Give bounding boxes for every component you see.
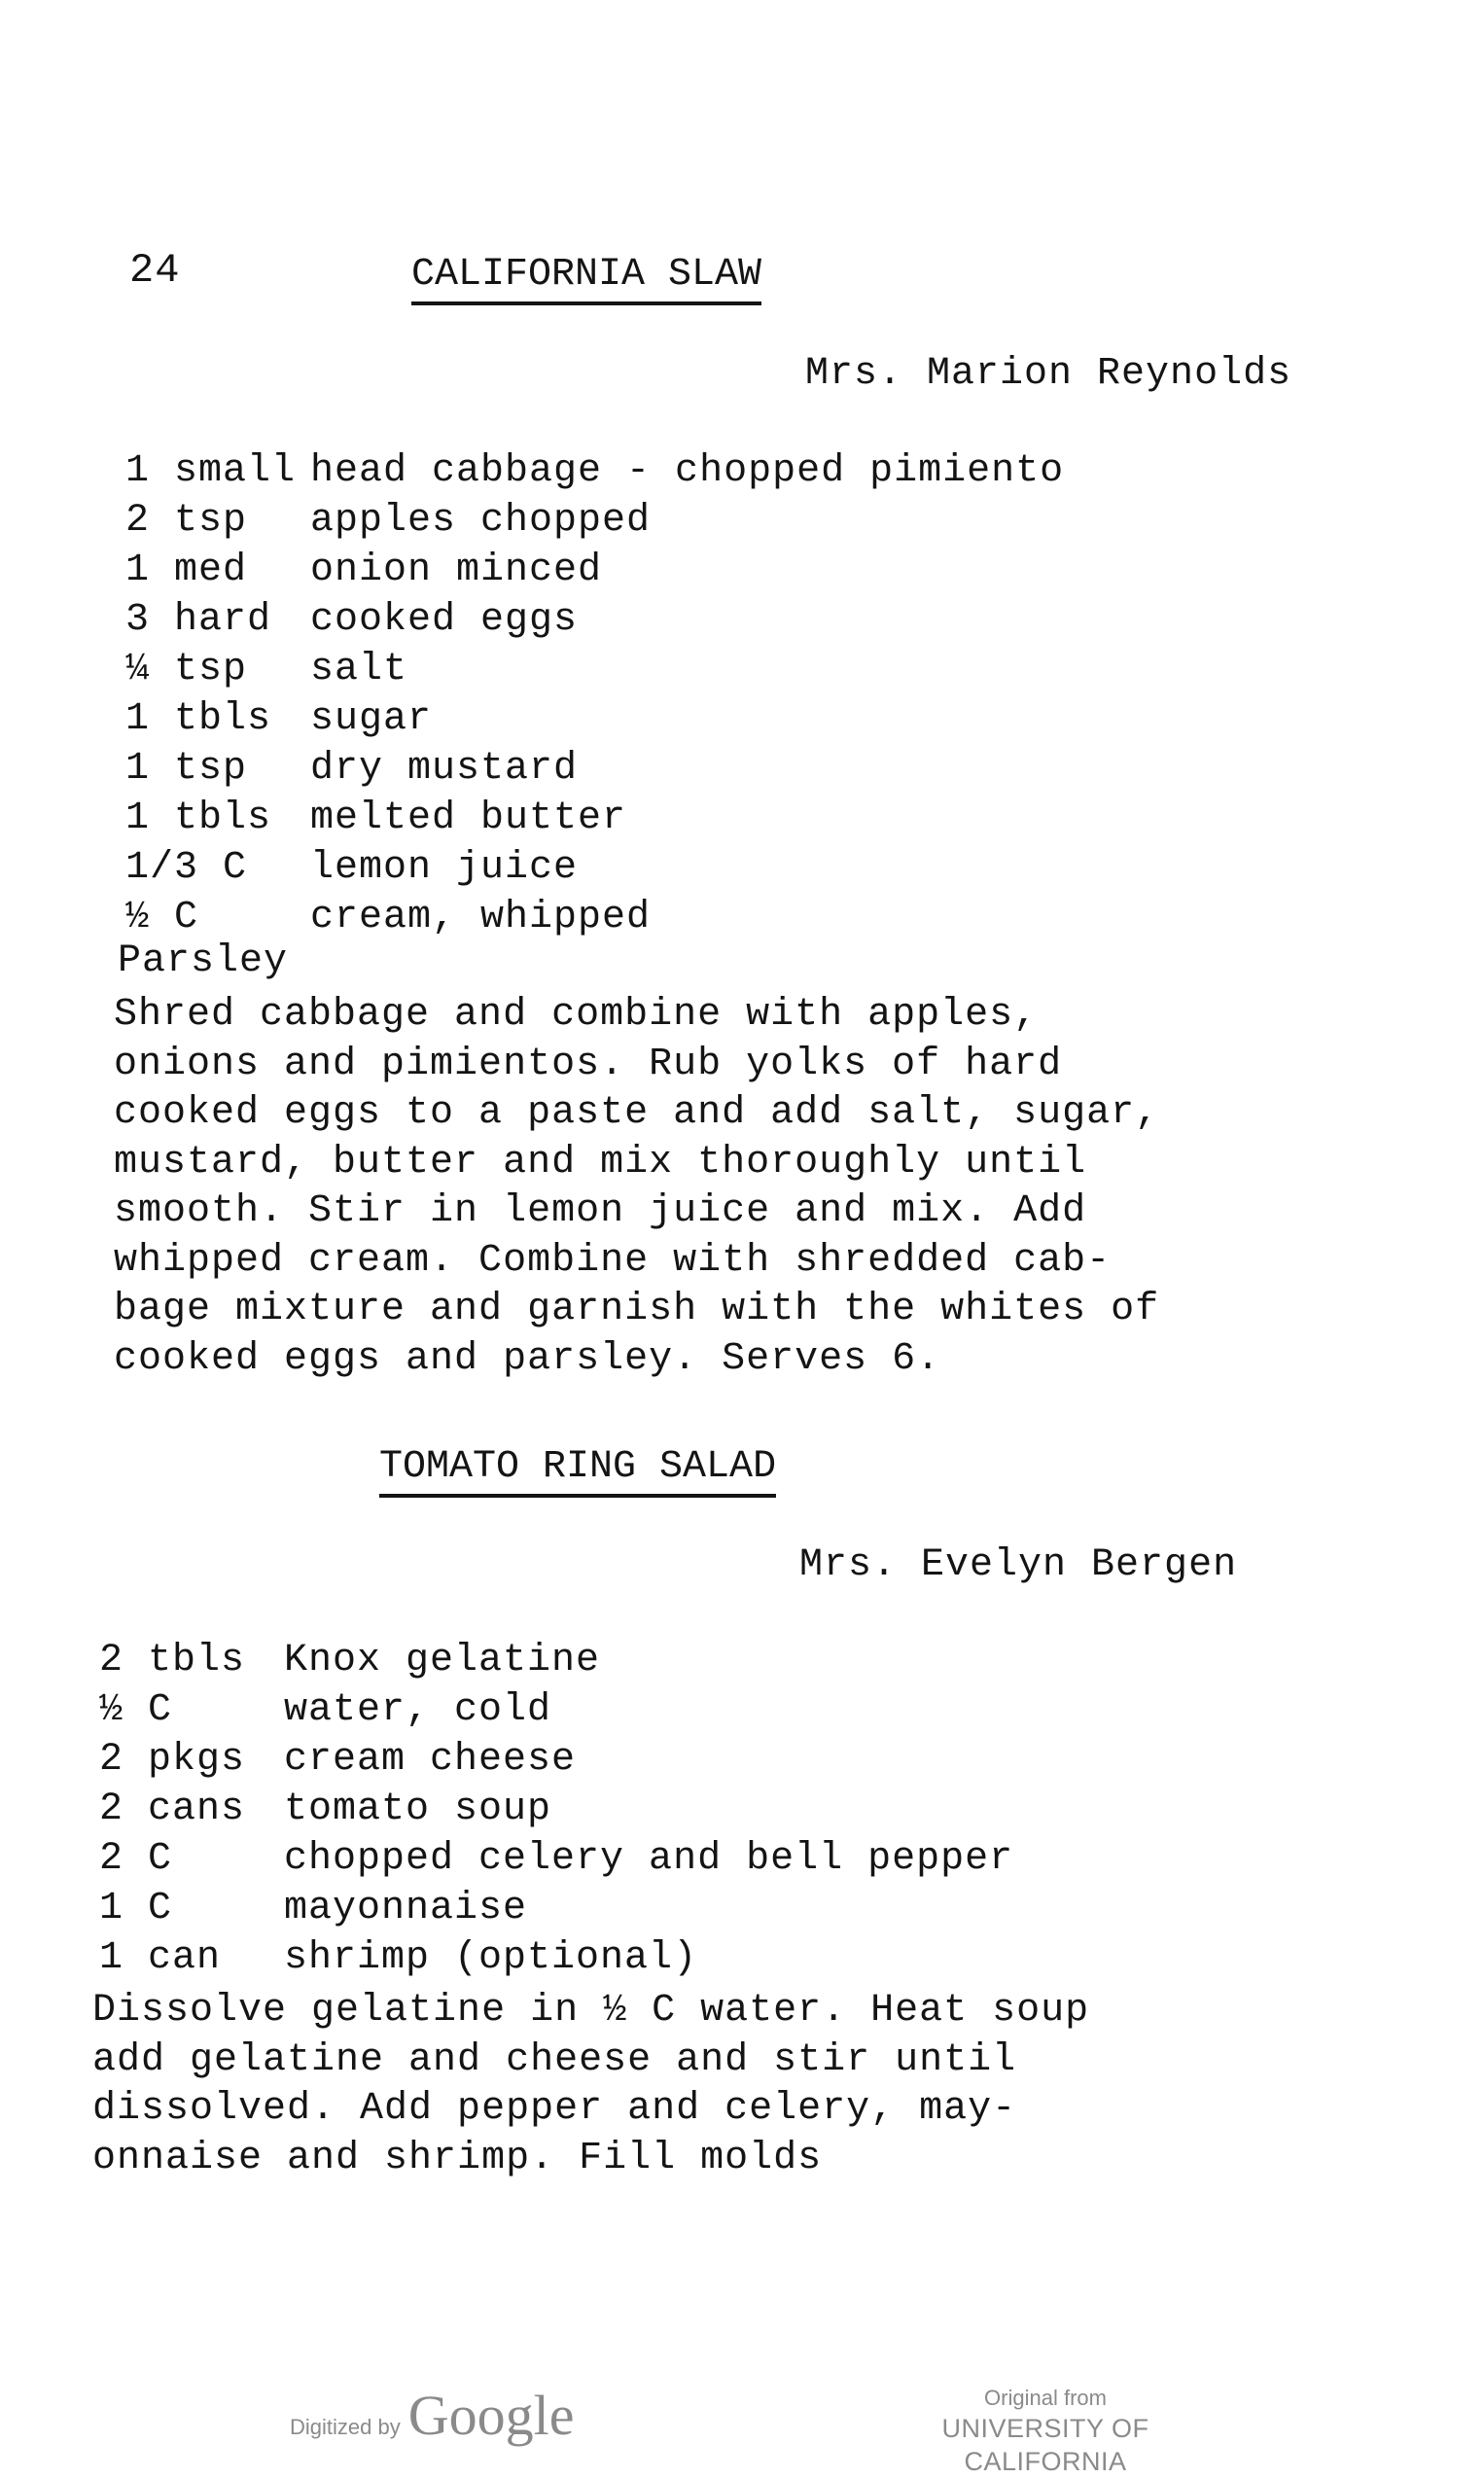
method-line: Dissolve gelatine in ½ C water. Heat soup: [92, 1989, 1090, 2033]
digitized-by-watermark: [290, 2383, 574, 2448]
ingredient-name: sugar: [310, 697, 433, 741]
ingredient-row: [125, 694, 1064, 744]
ingredient-name: onion minced: [310, 549, 603, 592]
ingredient-quantity: 3 hard: [125, 598, 272, 642]
ingredient-quantity: 1 C: [99, 1887, 173, 1930]
ingredient-quantity: 1 tbls: [125, 796, 272, 840]
ingredient-quantity: 2 cans: [99, 1788, 246, 1831]
ingredient-name: Knox gelatine: [284, 1639, 601, 1682]
ingredient-name: tomato soup: [284, 1788, 552, 1831]
ingredient-row: [99, 1735, 1013, 1785]
recipe-contributor: Mrs. Marion Reynolds: [805, 352, 1292, 396]
institution-name: UNIVERSITY OF CALIFORNIA: [941, 2414, 1149, 2476]
method-line: dissolved. Add pepper and celery, may-: [92, 2087, 1017, 2131]
ingredient-row: [125, 843, 1064, 893]
ingredient-quantity: 2 C: [99, 1837, 173, 1881]
method-line: Shred cabbage and combine with apples,: [114, 993, 1039, 1037]
ingredient-row: [125, 446, 1064, 496]
ingredient-row: [99, 1834, 1013, 1884]
ingredient-row: [125, 645, 1064, 694]
ingredient-quantity: 1 tbls: [125, 697, 272, 741]
method-line: cooked eggs and parsley. Serves 6.: [114, 1336, 941, 1381]
ingredient-name: mayonnaise: [284, 1887, 528, 1930]
method-line: onions and pimientos. Rub yolks of hard: [114, 1042, 1063, 1086]
ingredient-name: lemon juice: [310, 846, 579, 890]
ingredient-name: water, cold: [284, 1688, 552, 1732]
ingredient-quantity: 1 med: [125, 549, 248, 592]
ingredient-name: head cabbage - chopped pimiento: [310, 449, 1065, 493]
original-from-label: Original from: [984, 2386, 1107, 2410]
ingredient-quantity: 1 small: [125, 449, 297, 493]
ingredient-name: cream cheese: [284, 1738, 577, 1782]
method-line: add gelatine and cheese and stir until: [92, 2037, 1017, 2082]
recipe-contributor: Mrs. Evelyn Bergen: [799, 1543, 1238, 1587]
method-line: smooth. Stir in lemon juice and mix. Add: [114, 1189, 1087, 1233]
ingredient-row: [125, 595, 1064, 645]
recipe-title: CALIFORNIA SLAW: [411, 251, 761, 305]
ingredient-quantity: ½ C: [125, 896, 199, 939]
ingredient-row: [99, 1685, 1013, 1735]
ingredient-row: [125, 893, 1064, 942]
ingredient-name: cooked eggs: [310, 598, 579, 642]
ingredient-row: [99, 1884, 1013, 1933]
digitized-by-label: Digitized by: [290, 2415, 401, 2439]
method-line: mustard, butter and mix thoroughly until: [114, 1140, 1087, 1185]
google-logo: Google: [407, 2384, 575, 2447]
ingredient-name: dry mustard: [310, 747, 579, 791]
ingredient-name: salt: [310, 648, 408, 691]
original-source-watermark: [873, 2385, 1218, 2478]
recipe-method: [92, 1987, 1089, 2183]
ingredient-row: [125, 744, 1064, 794]
ingredient-name: shrimp (optional): [284, 1936, 698, 1980]
ingredient-row: [125, 546, 1064, 595]
method-line: bage mixture and garnish with the whites of: [114, 1288, 1160, 1331]
ingredient-quantity: 1/3 C: [125, 846, 248, 890]
ingredient-row: [125, 496, 1064, 546]
method-line: whipped cream. Combine with shredded cab-: [114, 1238, 1112, 1283]
ingredient-name: melted butter: [310, 796, 627, 840]
extra-ingredient: Parsley: [118, 939, 289, 983]
page-number: 24: [129, 247, 181, 294]
ingredient-quantity: ½ C: [99, 1688, 173, 1732]
ingredient-name: cream, whipped: [310, 896, 652, 939]
ingredient-list: [99, 1636, 1013, 1983]
ingredient-row: [125, 794, 1064, 843]
ingredient-quantity: 2 pkgs: [99, 1738, 246, 1782]
ingredient-quantity: 1 can: [99, 1936, 222, 1980]
ingredient-quantity: ¼ tsp: [125, 648, 248, 691]
method-line: onnaise and shrimp. Fill molds: [92, 2136, 823, 2180]
recipe-title: TOMATO RING SALAD: [379, 1443, 776, 1498]
ingredient-quantity: 2 tbls: [99, 1639, 246, 1682]
ingredient-name: apples chopped: [310, 499, 652, 543]
method-line: cooked eggs to a paste and add salt, sugar,: [114, 1091, 1160, 1135]
ingredient-row: [99, 1933, 1013, 1983]
recipe-method: [114, 991, 1159, 1384]
ingredient-name: chopped celery and bell pepper: [284, 1837, 1014, 1881]
ingredient-quantity: 1 tsp: [125, 747, 248, 791]
ingredient-quantity: 2 tsp: [125, 499, 248, 543]
ingredient-row: [99, 1636, 1013, 1685]
ingredient-row: [99, 1785, 1013, 1834]
ingredient-list: [125, 446, 1064, 942]
